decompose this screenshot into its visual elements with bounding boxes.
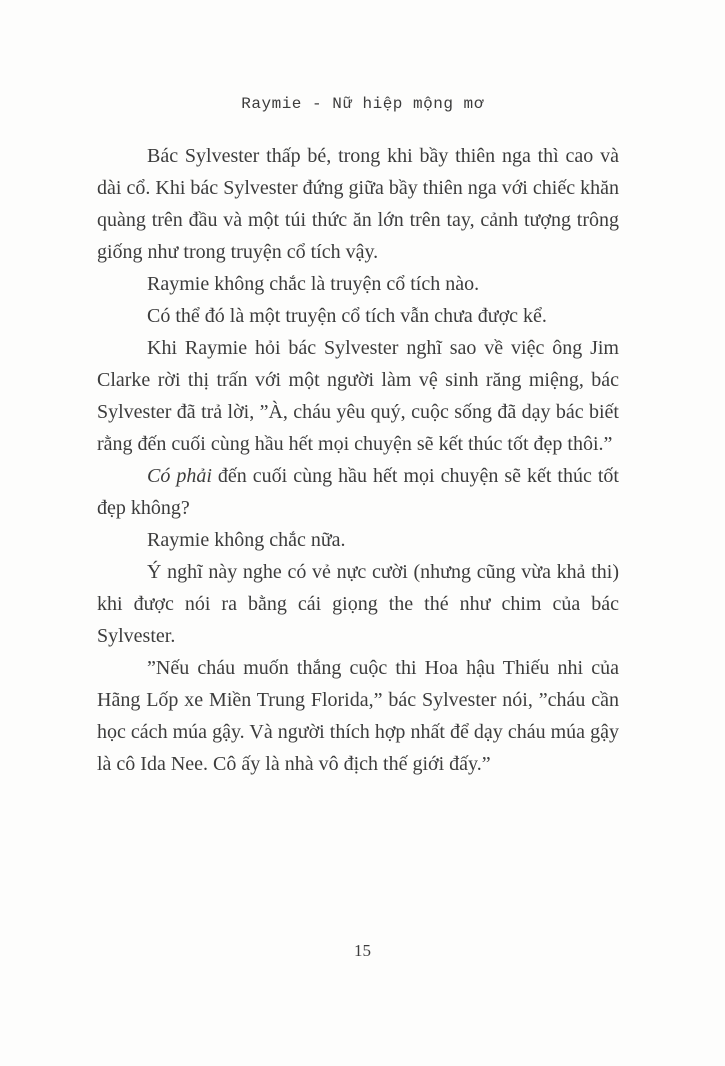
text-run: Có thể đó là một truyện cổ tích vẫn chưa được kể.: [147, 305, 547, 327]
paragraph: [97, 268, 619, 300]
body-text: [97, 140, 619, 780]
paragraph: [97, 332, 619, 460]
text-run: Bác Sylvester thấp bé, trong khi bầy thiên nga thì cao và dài cổ. Khi bác Sylvester đứng giữa bầy thiên nga với chiếc khăn quàng trên đầu và một túi thức ăn lớn trên tay, cảnh tượng trông giống như trong truyện cổ tích vậy.: [97, 145, 619, 263]
italic-run: Có phải: [147, 465, 212, 487]
text-run: Raymie không chắc nữa.: [147, 529, 346, 551]
paragraph: [97, 556, 619, 652]
text-run: Ý nghĩ này nghe có vẻ nực cười (nhưng cũng vừa khả thi) khi được nói ra bằng cái giọng the thé như chim của bác Sylvester.: [97, 561, 619, 647]
text-run: đến cuối cùng hầu hết mọi chuyện sẽ kết thúc tốt đẹp không?: [97, 465, 619, 519]
paragraph: [97, 652, 619, 780]
paragraph: [97, 460, 619, 524]
page-number: 15: [354, 941, 371, 960]
text-run: Raymie không chắc là truyện cổ tích nào.: [147, 273, 480, 295]
paragraph: [97, 140, 619, 268]
paragraph: [97, 300, 619, 332]
text-run: ”Nếu cháu muốn thắng cuộc thi Hoa hậu Thiếu nhi của Hãng Lốp xe Miền Trung Florida,” bác Sylvester nói, ”cháu cần học cách múa gậy. Và người thích hợp nhất để dạy cháu múa gậy là cô Ida Nee. Cô ấy là nhà vô địch thế giới đấy.”: [97, 657, 619, 775]
running-header: Raymie - Nữ hiệp mộng mơ: [241, 95, 484, 113]
paragraph: [97, 524, 619, 556]
text-run: Khi Raymie hỏi bác Sylvester nghĩ sao về việc ông Jim Clarke rời thị trấn với một người làm vệ sinh răng miệng, bác Sylvester đã trả lời, ”À, cháu yêu quý, cuộc sống đã dạy bác biết rằng đến cuối cùng hầu hết mọi chuyện sẽ kết thúc tốt đẹp thôi.”: [97, 337, 619, 455]
